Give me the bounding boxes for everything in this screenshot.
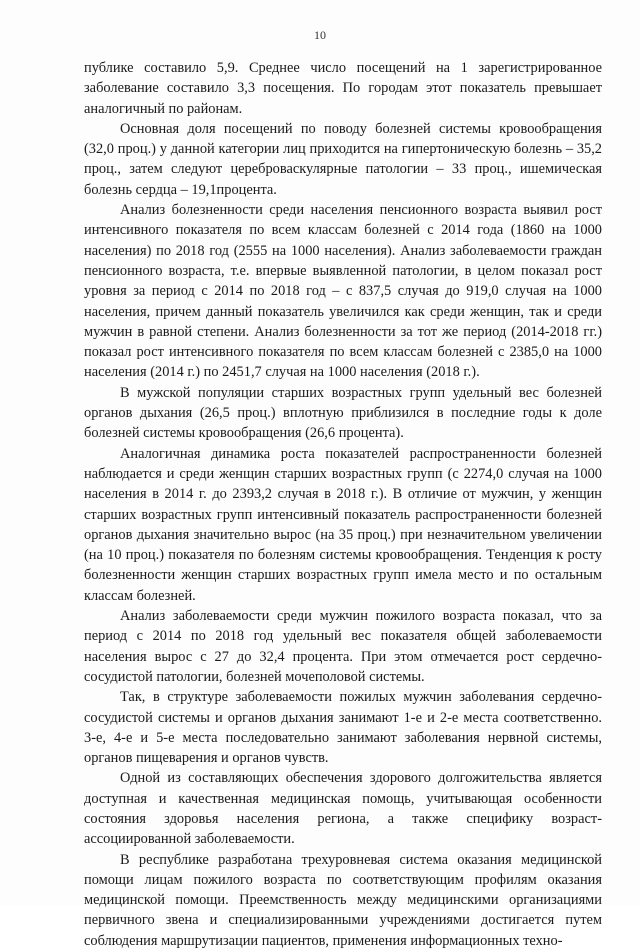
paragraph-7: Так, в структуре заболеваемости пожилых мужчин заболевания сердечно-сосудистой системы и органов дыхания занимают 1-е и 2-е места соответственно. 3-е, 4-е и 5-е места последовательно занимают заболевания нервной системы, органов пищеварения и органов чувств. [84, 689, 602, 767]
paragraph-2: Основная доля посещений по поводу болезней системы кровообращения (32,0 проц.) у данной категории лиц приходится на гипертоническую болезнь – 35,2 проц., затем следуют цереброваскулярные патологии – 33 проц., ишемическая болезнь сердца – 19,1процента. [84, 120, 602, 198]
paragraph-5: Аналогичная динамика роста показателей распространенности болезней наблюдается и среди женщин старших возрастных групп (с 2274,0 случая на 1000 населения в 2014 г. до 2393,2 случая в 2018 г.). В отличие от мужчин, у женщин старших возрастных групп интенсивный показатель распространенности болезней органов дыхания значительно вырос (на 35 проц.) при незначительном увеличении (на 10 проц.) показателя по болезням системы кровообращения. Тенденция к росту болезненности женщин старших возрастных групп имела место и по остальным классам болезней. [84, 445, 602, 604]
paragraph-1: публике составило 5,9. Среднее число посещений на 1 зарегистрированное заболевание составило 3,3 посещения. По городам этот показатель превышает аналогичный по районам. [84, 60, 602, 117]
document-body [84, 58, 602, 951]
paragraph-8: Одной из составляющих обеспечения здорового долгожительства является доступная и качественная медицинская помощь, учитывающая особенности состояния здоровья населения региона, а также специфику возраст-ассоциированной заболеваемости. [84, 770, 602, 848]
page-number: 10 [314, 28, 326, 42]
paragraph-4: В мужской популяции старших возрастных групп удельный вес болезней органов дыхания (26,5 проц.) вплотную приблизился в последние годы к доле болезней системы кровообращения (26,6 процента). [84, 384, 602, 442]
paragraph-9: В республике разработана трехуровневая система оказания медицинской помощи лицам пожилого возраста по соответствующим профилям оказания медицинской помощи. Преемственность между медицинскими организациями первичного звена и специализированными учреждениями достигается путем соблюдения маршрутизации пациентов, применения информационных техно- [84, 851, 602, 949]
paragraph-3: Анализ болезненности среди населения пенсионного возраста выявил рост интенсивного показателя по всем классам болезней с 2014 года (1860 на 1000 населения) по 2018 год (2555 на 1000 населения). Анализ заболеваемости граждан пенсионного возраста, т.е. впервые выявленной патологии, в целом показал рост уровня за период с 2014 по 2018 год – с 837,5 случая до 919,0 случая на 1000 населения, причем данный показатель увеличился как среди женщин, так и среди мужчин в равной степени. Анализ болезненности за тот же период (2014-2018 гг.) показал рост интенсивного показателя по всем классам болезней с 2385,0 на 1000 населения (2014 г.) по 2451,7 случая на 1000 населения (2018 г.). [84, 202, 602, 381]
paragraph-6: Анализ заболеваемости среди мужчин пожилого возраста показал, что за период с 2014 по 2018 год удельный вес показателя общей заболеваемости населения вырос с 27 до 32,4 процента. При этом отмечается рост сердечно-сосудистой патологии, болезней мочеполовой системы. [84, 608, 602, 685]
